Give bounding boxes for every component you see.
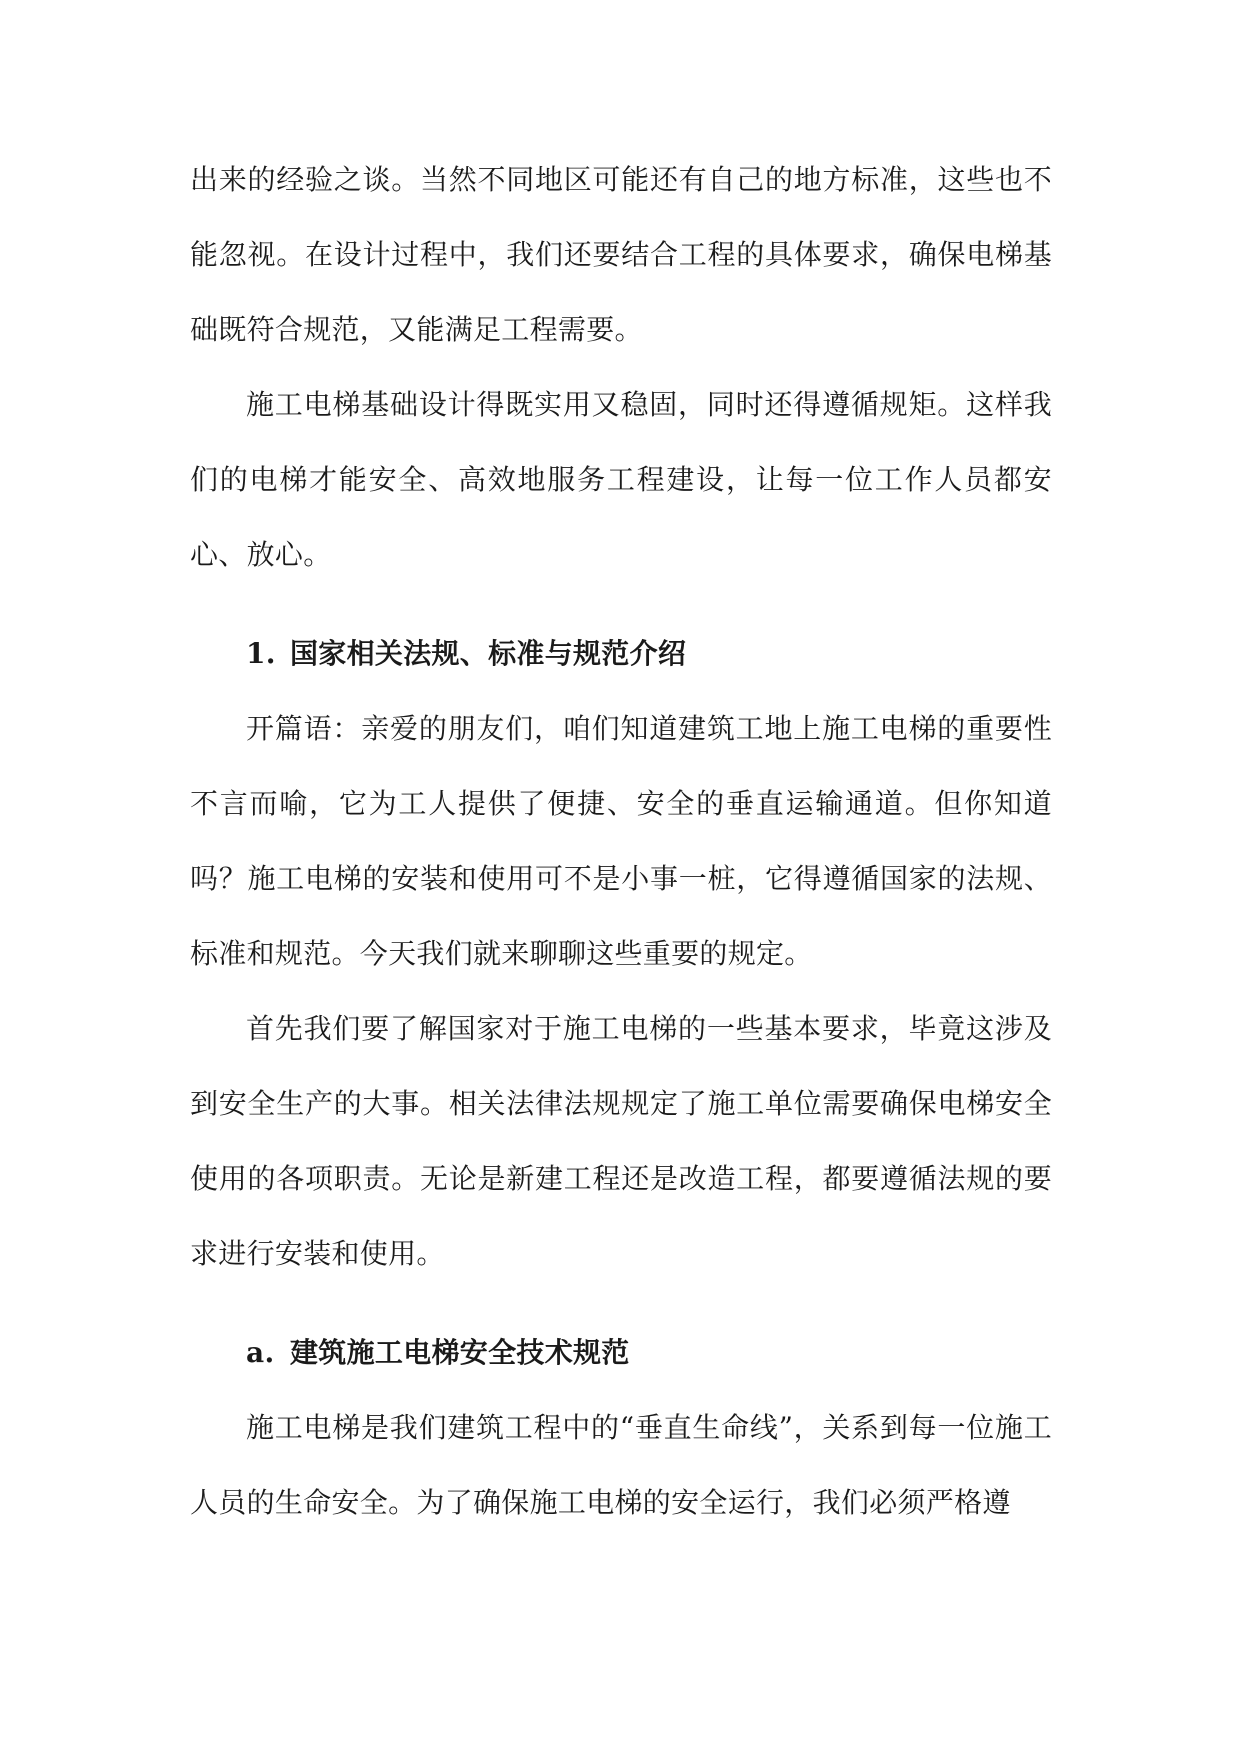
section-heading-1 [190,616,1052,691]
section-number: a. [246,1336,275,1369]
section-gap [190,1291,1052,1315]
section-number: 1. [246,637,276,670]
document-body [190,142,1052,1540]
section-title: 国家相关法规、标准与规范介绍 [290,637,687,670]
section-gap [190,592,1052,616]
paragraph-3: 开篇语：亲爱的朋友们，咱们知道建筑工地上施工电梯的重要性不言而喻，它为工人提供了便捷、安全的垂直运输通道。但你知道吗？施工电梯的安装和使用可不是小事一桩，它得遵循国家的法规、标准和规范。今天我们就来聊聊这些重要的规定。 [190,712,1052,970]
section-heading-a [190,1315,1052,1390]
paragraph-5: 施工电梯是我们建筑工程中的“垂直生命线”，关系到每一位施工人员的生命安全。为了确保施工电梯的安全运行，我们必须严格遵 [190,1411,1052,1519]
paragraph-1: 出来的经验之谈。当然不同地区可能还有自己的地方标准，这些也不能忽视。在设计过程中，我们还要结合工程的具体要求，确保电梯基础既符合规范，又能满足工程需要。 [190,163,1052,346]
paragraph-2: 施工电梯基础设计得既实用又稳固，同时还得遵循规矩。这样我们的电梯才能安全、高效地服务工程建设，让每一位工作人员都安心、放心。 [190,388,1052,571]
section-title: 建筑施工电梯安全技术规范 [290,1336,630,1369]
paragraph-4: 首先我们要了解国家对于施工电梯的一些基本要求，毕竟这涉及到安全生产的大事。相关法律法规规定了施工单位需要确保电梯安全使用的各项职责。无论是新建工程还是改造工程，都要遵循法规的要求进行安装和使用。 [190,1012,1052,1270]
